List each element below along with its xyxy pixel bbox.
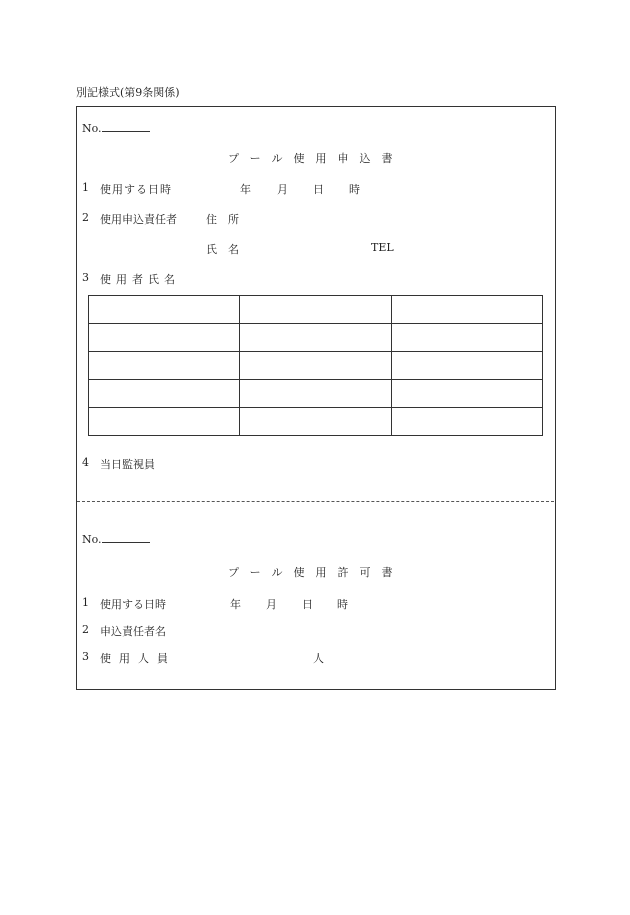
tel-label: TEL: [371, 241, 394, 254]
users-table: [88, 295, 543, 436]
table-row: [89, 380, 543, 408]
permit-item2-num: 2: [82, 623, 89, 636]
table-cell[interactable]: [240, 380, 391, 408]
table-cell[interactable]: [240, 408, 391, 436]
permit-year-label: 年: [230, 598, 241, 611]
application-no: [82, 121, 150, 135]
table-row: [89, 296, 543, 324]
application-item2-label: 使用申込責任者: [100, 213, 177, 226]
application-item1-label: 使用する日時: [100, 183, 172, 196]
permit-item3-num: 3: [82, 650, 89, 663]
table-cell[interactable]: [240, 324, 391, 352]
application-hour-label: 時: [349, 183, 360, 196]
table-cell[interactable]: [391, 380, 542, 408]
table-cell[interactable]: [391, 324, 542, 352]
table-cell[interactable]: [89, 324, 240, 352]
permit-hour-label: 時: [337, 598, 348, 611]
permit-no-label: No.: [82, 533, 102, 546]
permit-day-label: 日: [302, 598, 313, 611]
table-cell[interactable]: [240, 352, 391, 380]
table-row: [89, 324, 543, 352]
permit-item2-label: 申込責任者名: [100, 625, 166, 638]
application-title: プール使用申込書: [228, 152, 404, 165]
form-header-note: 別記様式(第9条関係): [76, 86, 180, 99]
application-no-label: No.: [82, 122, 102, 135]
table-cell[interactable]: [89, 380, 240, 408]
permit-item1-num: 1: [82, 596, 89, 609]
application-no-field[interactable]: [102, 121, 150, 132]
people-unit-label: 人: [313, 652, 324, 665]
permit-month-label: 月: [266, 598, 277, 611]
application-item4-num: 4: [82, 456, 89, 469]
table-cell[interactable]: [240, 296, 391, 324]
application-item1-num: 1: [82, 181, 89, 194]
application-item2-num: 2: [82, 211, 89, 224]
permit-title: プール使用許可書: [228, 566, 404, 579]
permit-no-field[interactable]: [102, 532, 150, 543]
table-cell[interactable]: [391, 408, 542, 436]
address-label: 住 所: [206, 213, 239, 226]
application-item3-label: 使用者氏名: [100, 273, 180, 286]
permit-item3-label: 使用人員: [100, 652, 176, 665]
application-month-label: 月: [277, 183, 288, 196]
table-cell[interactable]: [89, 352, 240, 380]
application-item3-num: 3: [82, 271, 89, 284]
permit-item1-label: 使用する日時: [100, 598, 166, 611]
table-cell[interactable]: [89, 408, 240, 436]
cut-line: [77, 501, 554, 502]
table-cell[interactable]: [391, 352, 542, 380]
name-label: 氏 名: [206, 243, 239, 256]
table-row: [89, 352, 543, 380]
application-day-label: 日: [313, 183, 324, 196]
application-item4-label: 当日監視員: [100, 458, 155, 471]
table-cell[interactable]: [391, 296, 542, 324]
table-row: [89, 408, 543, 436]
permit-no: [82, 532, 150, 546]
application-year-label: 年: [240, 183, 251, 196]
table-cell[interactable]: [89, 296, 240, 324]
